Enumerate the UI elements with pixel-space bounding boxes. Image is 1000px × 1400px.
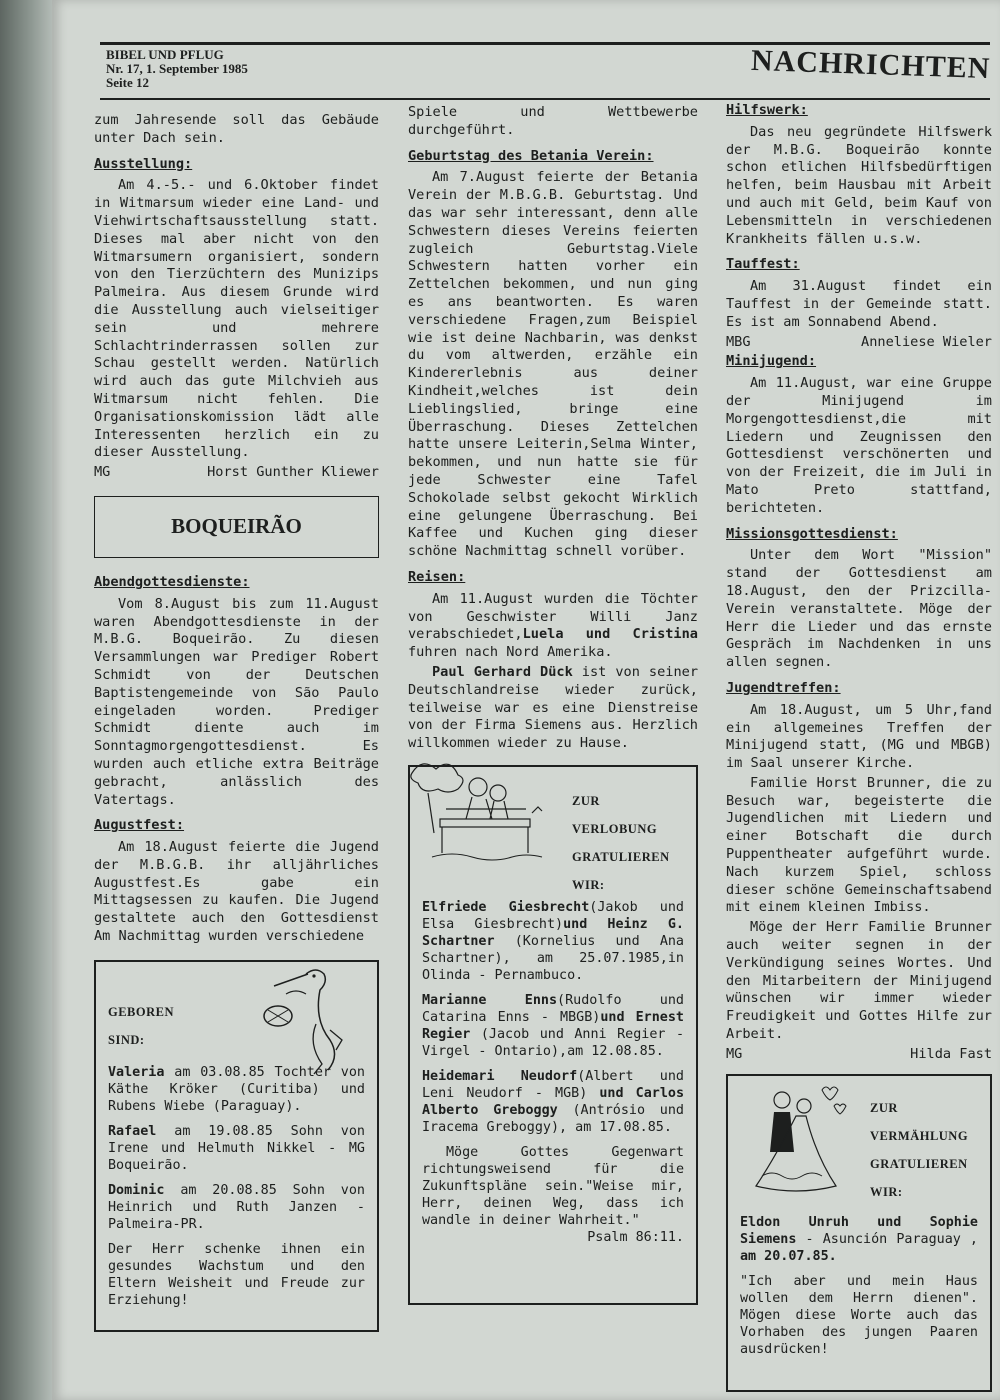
wedding-quote: "Ich aber und mein Haus wollen dem Herrn dienen". Mögen diese Worte auch das Vorhaben des jungen Paaren ausdrücken! [740,1273,978,1357]
reisen-names: Luela und Cristina [522,626,698,643]
article-betania: Am 7.August feierte der Betania Verein der M.B.G.B. Geburtstag. Und das war sehr interessant, denn alle Schwestern dieses Vereins feierten zugleich Geburtstag.Viele Schwestern hatten vorher ein Zettelchen bekommen, und nun ging es ans beantworten. Es waren verschiedene Fragen,zum Beispiel wie ist deine Nachbarin, was denkst du vom altwerden, erzähle ein Kindererlebnis aus deiner Kindheit,welches ist dein Lieblingslied, bringe eine Überraschung. Dieses Zettelchen hatte unsere Leiterin,Selma Winter, bekommen, und nun hatte sie für jede Schwester eine Tafel Schokolade selbst gekocht Wirklich eine gelungene Überraschung. Bei Kaffee und Kuchen ging dieser schöne Nachmittag schnell vorüber. [408,169,698,560]
dueck-text: ist von seiner Deutschlandreise wieder zurück, teilweise war es eine Dienstreise von der Firma Siemens aus. Herzlich willkommen wieder zu Hause. [408,663,699,752]
wedding-title-line: WIR: [870,1184,903,1199]
engagement-title [572,787,684,899]
engagement-entry [422,1068,684,1136]
article-reisen [408,591,698,662]
signature-author: Hilda Fast [910,1045,992,1062]
wedding-couple-illustration [732,1080,852,1200]
section-title: NACHRICHTEN [750,43,991,86]
column-left [94,112,379,1332]
couple-name: Heidemari Neudorf [422,1068,578,1084]
article-abendgottesdienste: Vom 8.August bis zum 11.August waren Abendgottesdienste in der M.B.G. Boqueirão. Zu diesen Versammlungen war Prediger Robert Schmidt von der Deutschen Baptistengemeinde von São Paulo eingeladen worden. Prediger Schmidt diente auch im Sonntagmorgengottesdienst. Es wurden auch etliche extra Beiträge gebracht, anlässlich des Vatertags. [94,595,379,808]
book-spine [0,0,52,1400]
signature-author: Anneliese Wieler [861,333,992,350]
publication-name: BIBEL UND PFLUG [106,47,224,62]
parents: (Rudolfo und Catarina Enns - MBGB) [422,992,684,1025]
page-number: Seite 12 [106,75,149,90]
engagement-title-line: ZUR [572,793,600,808]
article-augustfest: Am 18.August feierte die Jugend der M.B.G.B. ihr alljährliches Augustfest.Es gabe ein Mittagsessen zu kaufen. Die Jugend gestaltete auch den Gottesdienst Am Nachmittag wurden verschiedene [94,839,379,945]
birth-name: Dominic [108,1182,165,1198]
engagement-blessing: Möge Gottes Gegenwart richtungsweisend für die Zukunftspläne sein."Weise mir, Herr, deinen Weg, dass ich wandle in deiner Wahrheit." [422,1144,684,1228]
reisen-text: Am 11.August wurden die Töchter von Geschwister Willi Janz verabschiedet, [408,590,698,643]
heading-jugendtreffen: Jugendtreffen: [726,679,841,696]
continued-text: Spiele und Wettbewerbe durchgeführt. [408,104,698,138]
wedding-title-line: GRATULIEREN [870,1156,968,1171]
signature-abbrev: MG [94,464,111,481]
signature [94,464,379,482]
birth-details: am 03.08.85 Tochter von Käthe Kröker (Curitiba) und Rubens Wiebe (Paraguay). [108,1064,365,1114]
signature [726,1046,992,1064]
birth-title-line1: GEBOREN [108,1004,175,1019]
birth-details: am 19.08.85 Sohn von Irene und Helmuth Nikkel - MG Boqueirão. [108,1123,365,1173]
couple-bench-illustration [402,753,552,873]
section-box-boqueirao: BOQUEIRÃO [94,496,379,558]
birth-name: Valeria [108,1064,165,1080]
couple-name: und Carlos Alberto Greboggy [422,1085,685,1118]
heading-minijugend: Minijugend: [726,353,817,370]
publication-info [106,48,248,90]
parents-date: (Antrósio und Iracema Greboggy), am 17.08.85. [422,1102,684,1135]
article-hilfswerk: Das neu gegründete Hilfswerk der M.B.G. Boqueirão konnte schon etlichen Hilfsbedürftigen helfen, beim Hausbau mit Arbeit und auch mit Geld, beim Kauf von Lebensmitteln in verschiedenen Krankheits fällen u.s.w. [726,123,992,247]
couple-name: Eldon Unruh und Sophie Siemens [740,1214,978,1247]
couple-name: und Ernest Regier [422,1009,684,1042]
article-ausstellung: Am 4.-5.- und 6.Oktober findet in Witmarsum wieder eine Land- und Viehwirtschaftsausstellung statt. Dieses mal aber nicht von den Witmarsumern organisiert, sondern von den Tierzüchtern des Munizips Palmeira. Aus diesem Grunde wird die Ausstellung auch vielseitiger sein und mehrere Schlachtrinderrassen sollen zur Schau gestellt werden. Natürlich wird auch das gute Milchvieh aus Witmarsum nicht fehlen. Die Organisationskomission lädt alle Interessenten herzlich ein zu dieser Ausstellung. [94,177,379,461]
article-missionsgottesdienst: Unter dem Wort "Mission" stand der Gottesdienst am 18.August, den der Prizcilla-Verein veranstaltete. Möge der Herr die Lieder und das ernste Gespräch im Nachdenken in uns allen segnen. [726,547,992,671]
wedding-title [870,1094,978,1206]
engagement-title-line: GRATULIEREN [572,849,670,864]
masthead [100,40,990,102]
issue-date: Nr. 17, 1. September 1985 [106,61,248,76]
heading-abendgottesdienste: Abendgottesdienste: [94,573,250,590]
column-right [726,102,992,1392]
wedding-place: - Asunción Paraguay , [805,1231,978,1247]
masthead-top-rule [100,42,990,45]
birth-title-line2: SIND: [108,1032,145,1047]
article-dueck [408,664,698,753]
stork-illustration [246,964,356,1084]
birth-announcement-box [94,960,379,1332]
parents-date: (Jacob und Anni Regier - Virgel - Ontario),am 12.08.85. [422,1026,685,1059]
wedding-entry [740,1214,978,1265]
parents: (Jakob und Elsa Giesbrecht) [422,899,684,932]
wedding-title-line: ZUR [870,1100,898,1115]
heading-hilfswerk: Hilfswerk: [726,102,808,118]
signature-author: Horst Gunther Kliewer [207,464,379,481]
column-middle [408,104,698,1305]
article-jugendtreffen: Möge der Herr Familie Brunner auch weiter segnen in der Verkündigung seines Wortes. Und den Mitarbeitern der Minijugend wünschen wir immer wieder Freudigkeit und Gottes Hilfe zur Arbeit. [726,919,992,1043]
heading-missionsgottesdienst: Missionsgottesdienst: [726,525,898,542]
wedding-announcement-box [726,1074,992,1392]
article-jugendtreffen: Familie Horst Brunner, die zu Besuch war, begeisterte die Jugendlichen mit Liedern und einer Botschaft die durch Puppentheater aufgeführt wurde. Nach kurzem Spiel, schloss dieser schöne Gemeinschaftsabend mit einem kleinen Imbiss. [726,774,992,916]
parents-date: (Kornelius und Ana Schartner), am 25.07.1985,in Olinda - Pernambuco. [422,933,684,983]
engagement-title-line: VERLOBUNG [572,821,658,836]
dueck-name: Paul Gerhard Dück [432,663,573,680]
wedding-title-line: VERMÄHLUNG [870,1128,969,1143]
birth-blessing: Der Herr schenke ihnen ein gesundes Wachstum und den Eltern Weisheit und Freude zur Erziehung! [108,1241,365,1308]
signature-abbrev: MBG [726,333,751,350]
heading-augustfest: Augustfest: [94,817,185,834]
parents: (Albert und Leni Neudorf - MGB) [422,1068,684,1101]
signature [726,334,992,352]
birth-details: am 20.08.85 Sohn von Heinrich und Ruth Janzen - Palmeira-PR. [108,1182,365,1232]
heading-tauffest: Tauffest: [726,256,800,273]
article-tauffest: Am 31.August findet ein Tauffest in der Gemeinde statt. Es ist am Sonnabend Abend. [726,278,992,330]
birth-entry [108,1123,365,1174]
masthead-bottom-rule [100,98,990,100]
article-jugendtreffen: Am 18.August, um 5 Uhr,fand ein allgemeines Treffen der Minijugend statt, (MG und MBGB) im Saal unserer Kirche. [726,701,992,772]
birth-name: Rafael [108,1123,157,1139]
signature-abbrev: MG [726,1045,743,1062]
continued-text: zum Jahresende soll das Gebäude unter Dach sein. [94,112,379,146]
article-minijugend: Am 11.August, war eine Gruppe der Minijugend im Morgengottesdienst,die mit Liedern und Zeugnissen den Gottesdienst verschönerten und von der Freizeit, die im Juli in Mato Preto stattfand, berichteten. [726,375,992,516]
engagement-entry [422,992,684,1060]
heading-betania: Geburtstag des Betania Verein: [408,147,654,164]
engagement-title-line: WIR: [572,877,605,892]
heading-reisen: Reisen: [408,568,466,585]
engagement-announcement-box [408,765,698,1305]
birth-entry [108,1182,365,1233]
heading-ausstellung: Ausstellung: [94,155,193,172]
psalm-reference: Psalm 86:11. [587,1229,684,1245]
wedding-date: am 20.07.85. [740,1248,837,1264]
engagement-entry [422,899,684,984]
reisen-text: fuhren nach Nord Amerika. [408,644,613,661]
magazine-page [52,0,1000,1400]
couple-name: und Heinz G. Schartner [422,916,684,949]
couple-name: Marianne Enns [422,992,558,1008]
couple-name: Elfriede Giesbrecht [422,899,590,915]
